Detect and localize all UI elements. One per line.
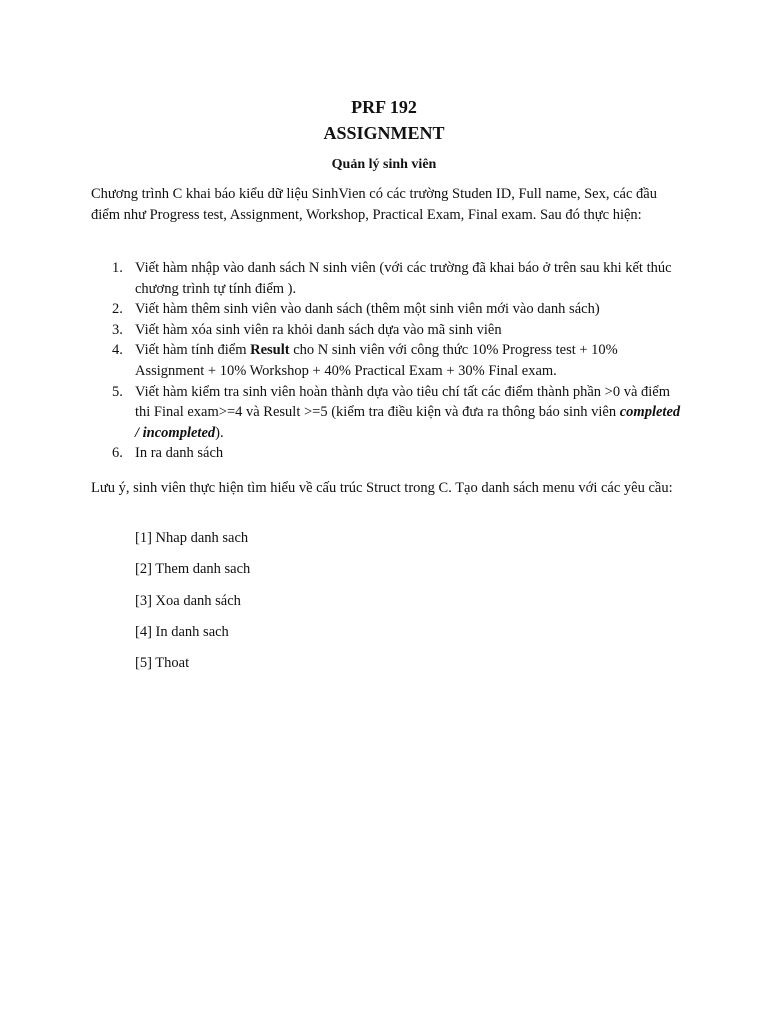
menu-list [135,528,250,684]
menu-item: [1] Nhap danh sach [135,530,249,546]
list-number: 1. [112,260,123,276]
list-item [91,299,681,320]
menu-item: [4] In danh sach [135,623,229,640]
list-item-text: In ra danh sách [135,445,224,462]
list-item-text-pre: Viết hàm tính điểm [135,342,251,359]
intro-paragraph: Chương trình C khai báo kiểu dữ liệu SinhVien có các trường Studen ID, Full name, Sex, các đầu điểm như Progress test, Assignment, Workshop, Practical Exam, Final exam. Sau đó thực hiện: [91,186,657,223]
task-list [91,258,681,464]
list-item [91,443,681,464]
list-number: 5. [112,383,123,400]
result-keyword: Result [250,342,290,359]
list-number: 3. [112,321,123,338]
document-subtitle: Quản lý sinh viên [331,157,437,172]
course-code: PRF 192 [351,97,417,117]
list-item [91,258,681,299]
list-item [91,340,681,381]
status-keyword: completed / incompleted [135,404,681,441]
list-number: 6. [112,445,123,462]
document-title: ASSIGNMENT [323,123,445,143]
list-item-text-post: ). [215,424,224,441]
list-item-text-post: cho N sinh viên với công thức 10% Progress test + 10% Assignment + 10% Workshop + 40% Practical Exam + 30% Final exam. [135,342,618,379]
list-item-text-pre: Viết hàm kiểm tra sinh viên hoàn thành dựa vào tiêu chí tất các điểm thành phần >0 và điểm thi Final exam>=4 và Result >=5 (kiểm tra điều kiện và đưa ra thông báo sinh viên [135,383,670,421]
list-item-text: Viết hàm xóa sinh viên ra khỏi danh sách dựa vào mã sinh viên [135,321,502,338]
note-paragraph: Lưu ý, sinh viên thực hiện tìm hiểu về cấu trúc Struct trong C. Tạo danh sách menu với các yêu cầu: [91,480,673,496]
menu-item: [3] Xoa danh sách [135,592,241,609]
menu-item: [2] Them danh sach [135,561,251,578]
list-number: 4. [112,342,123,359]
list-item-text: Viết hàm thêm sinh viên vào danh sách (thêm một sinh viên mới vào danh sách) [135,301,600,318]
list-number: 2. [112,301,123,318]
list-item [91,320,681,341]
menu-item: [5] Thoat [135,655,190,672]
list-item-text: Viết hàm nhập vào danh sách N sinh viên (với các trường đã khai báo ở trên sau khi kết thúc chương trình tự tính điểm ). [135,260,672,297]
list-item [91,382,681,444]
